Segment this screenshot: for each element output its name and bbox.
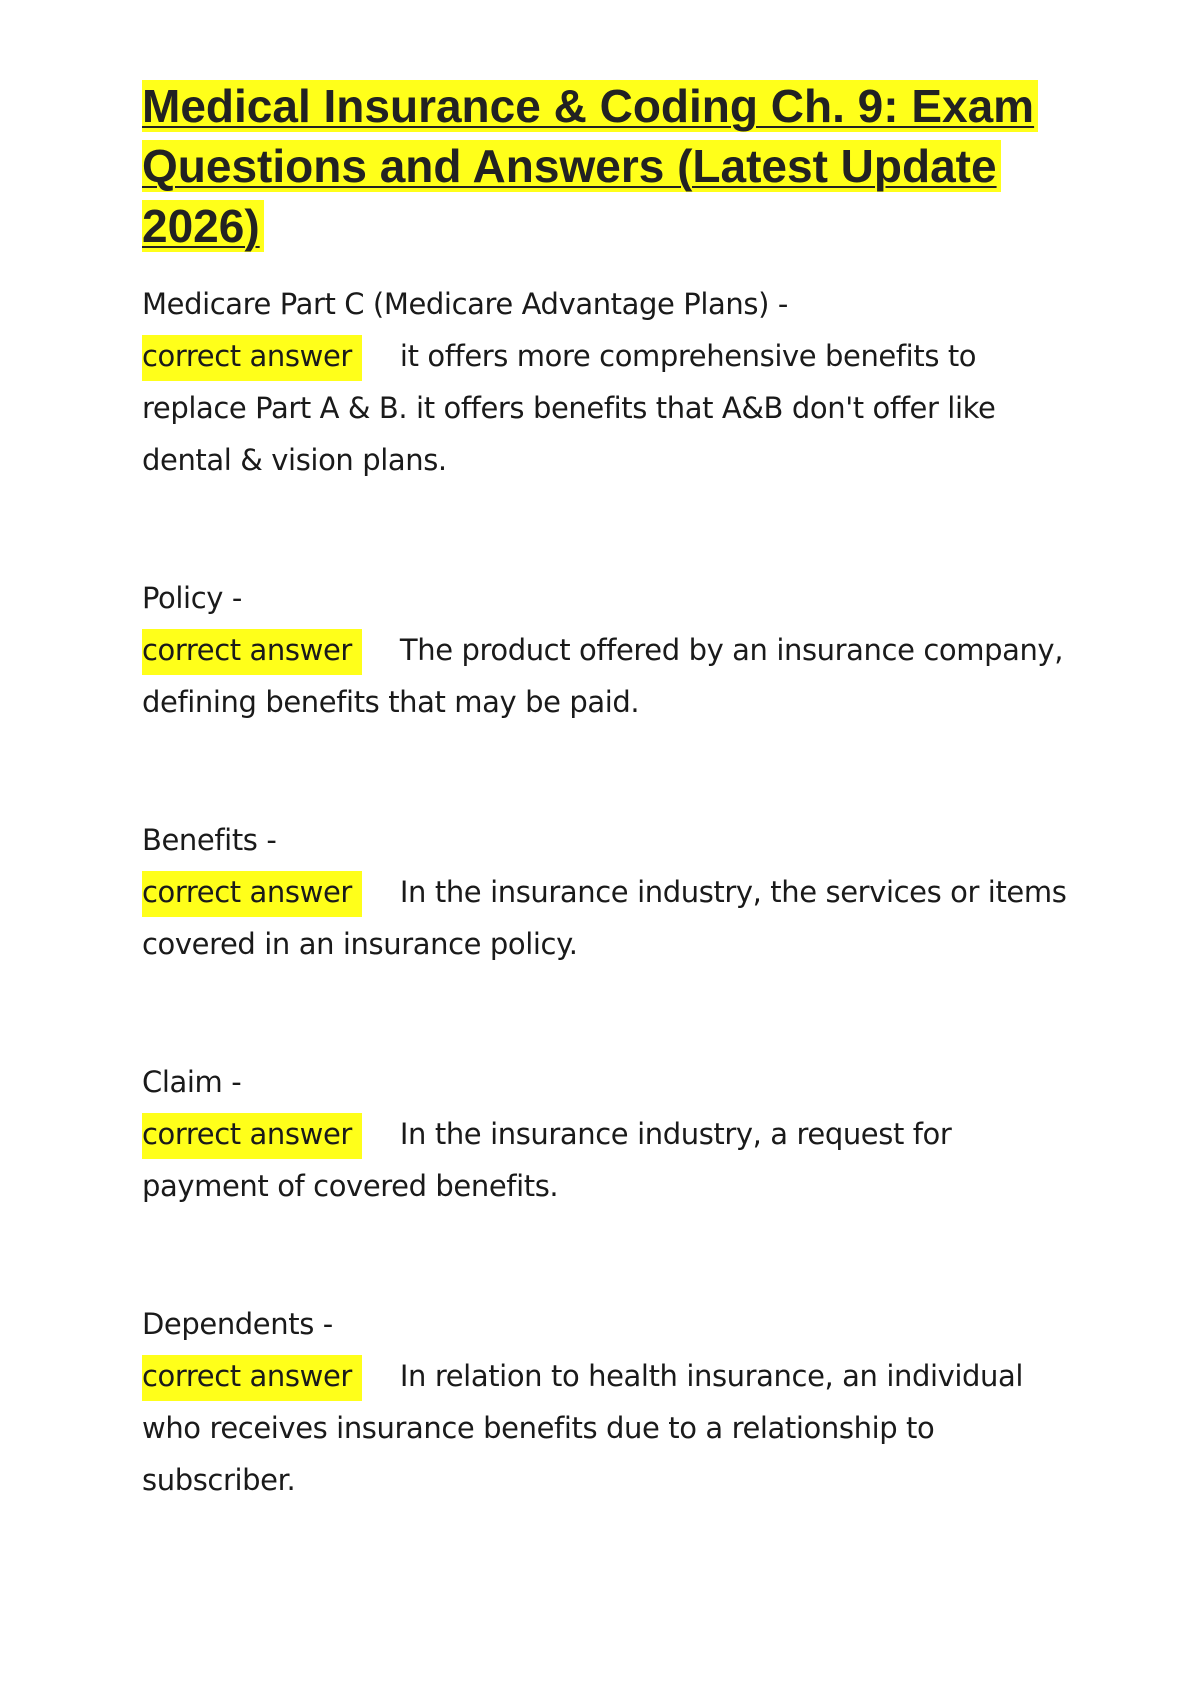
entry-term: Medicare Part C (Medicare Advantage Plans) - — [142, 287, 788, 321]
entry-answer-line — [142, 624, 1082, 728]
qa-entry-policy — [142, 572, 1082, 728]
entry-answer: The product offered by an insurance company, defining benefits that may be paid. — [142, 633, 1064, 719]
qa-entry-claim — [142, 1056, 1082, 1212]
entry-answer-line — [142, 1108, 1082, 1212]
document-title — [142, 76, 1082, 256]
qa-entry-medicare-part-c — [142, 278, 1082, 486]
correct-answer-label: correct answer — [142, 629, 362, 675]
entry-term: Benefits - — [142, 823, 277, 857]
entry-answer: In relation to health insurance, an individual who receives insurance benefits due to a relationship to subscriber. — [142, 1359, 1024, 1497]
entry-term: Dependents - — [142, 1307, 333, 1341]
entry-term: Policy - — [142, 581, 242, 615]
entry-answer: In the insurance industry, a request for payment of covered benefits. — [142, 1117, 952, 1203]
entry-answer-line — [142, 1350, 1082, 1506]
correct-answer-label: correct answer — [142, 1355, 362, 1401]
correct-answer-label: correct answer — [142, 1113, 362, 1159]
document-title-text: Medical Insurance & Coding Ch. 9: Exam Questions and Answers (Latest Update 2026) — [142, 80, 1038, 252]
entry-answer-line — [142, 330, 1082, 486]
entry-answer: In the insurance industry, the services or items covered in an insurance policy. — [142, 875, 1067, 961]
entry-answer-line — [142, 866, 1082, 970]
qa-entry-benefits — [142, 814, 1082, 970]
correct-answer-label: correct answer — [142, 335, 362, 381]
entry-answer: it offers more comprehensive benefits to replace Part A & B. it offers benefits that A&B don't offer like dental & vision plans. — [142, 339, 996, 477]
qa-entry-dependents — [142, 1298, 1082, 1506]
entry-term: Claim - — [142, 1065, 242, 1099]
document-page — [142, 76, 1082, 1506]
correct-answer-label: correct answer — [142, 871, 362, 917]
